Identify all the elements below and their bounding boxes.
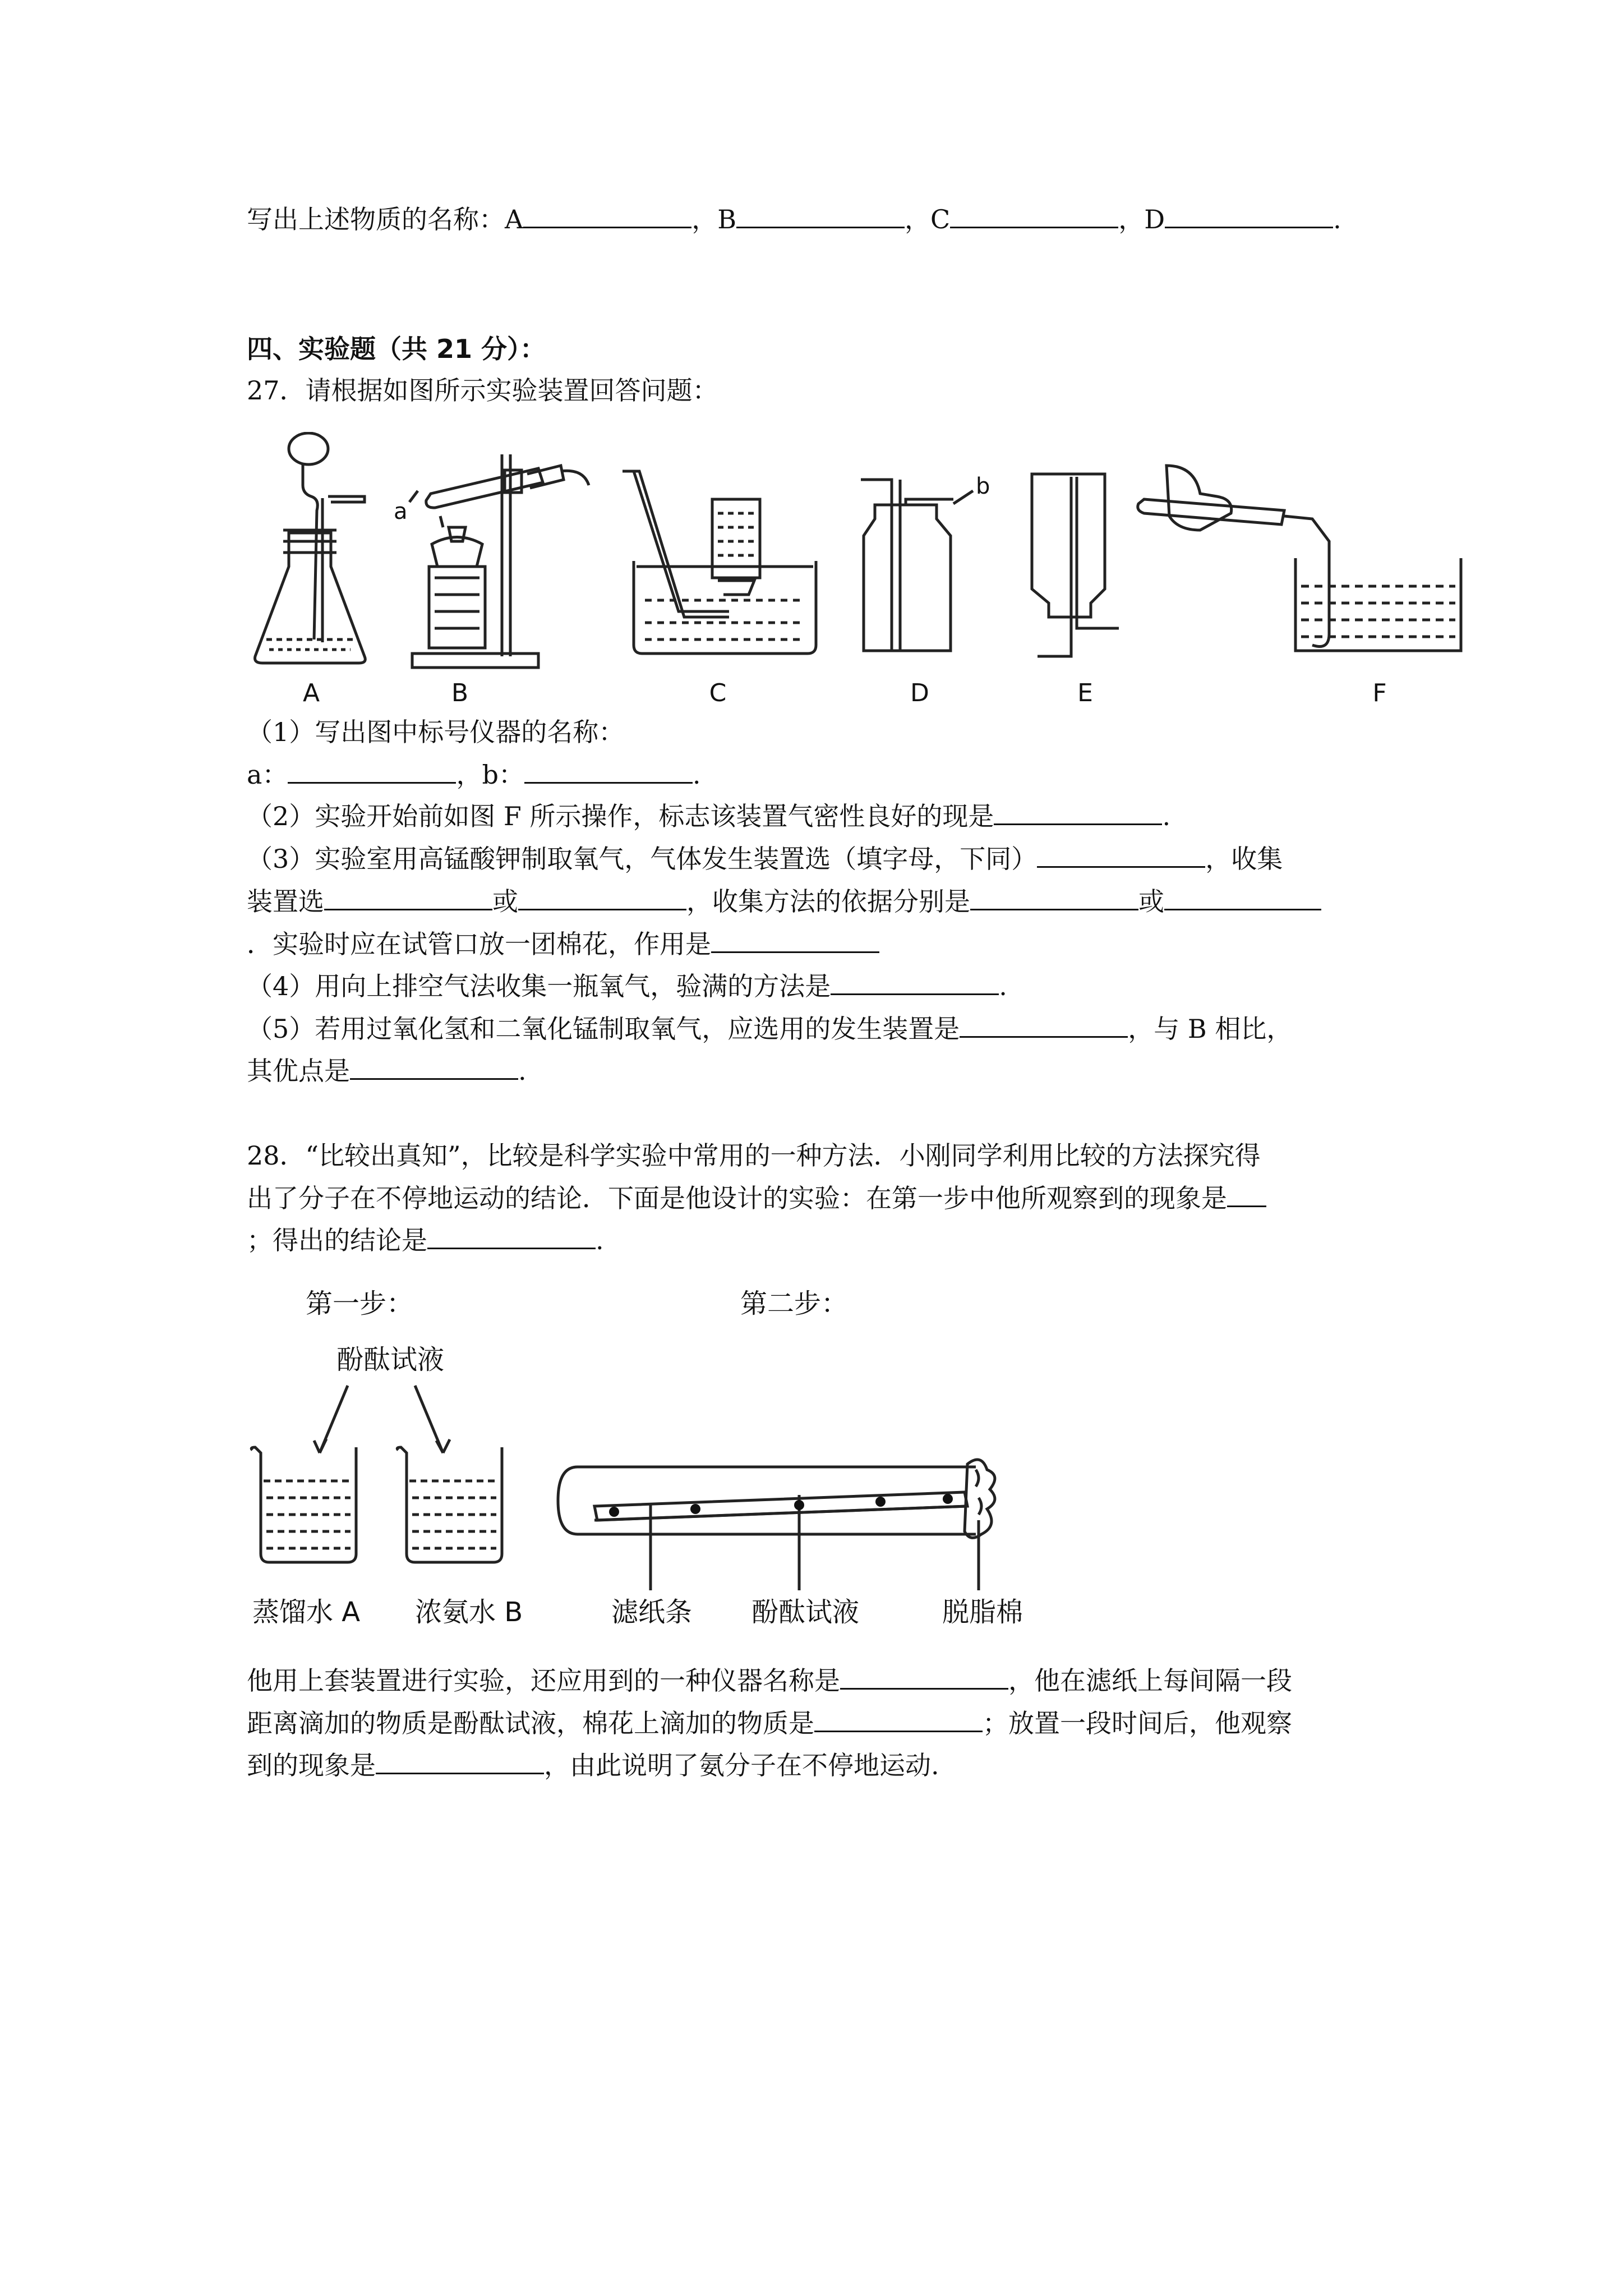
- q27-p5a: （5）若用过氧化氢和二氧化锰制取氧气，应选用的发生装置是: [247, 1014, 960, 1044]
- q28-l3a: ；得出的结论是: [247, 1225, 427, 1255]
- blank-28-2[interactable]: [427, 1223, 596, 1249]
- beaker-a: [251, 1447, 356, 1562]
- q27-p3f: 或: [1138, 886, 1164, 917]
- mark-a: a: [394, 499, 408, 524]
- q27-p1b: ，b：: [456, 760, 524, 790]
- apparatus-figure: [247, 432, 1481, 712]
- blank-b[interactable]: [736, 202, 905, 228]
- blank-d[interactable]: [1165, 202, 1333, 228]
- q28-l2: 出了分子在不停地运动的结论．下面是他设计的实验：在第一步中他所观察到的现象是: [247, 1183, 1227, 1213]
- ammonia-experiment-figure: [247, 1285, 1144, 1655]
- q26-c: ，C: [905, 204, 951, 234]
- filter-strip-label: 滤纸条: [611, 1596, 693, 1628]
- blank-27-3e[interactable]: [1164, 884, 1321, 910]
- q27-p3b: ，收集: [1205, 844, 1283, 874]
- q28-l1: 28．“比较出真知”，比较是科学实验中常用的一种方法．小刚同学利用比较的方法探究得: [247, 1140, 1261, 1171]
- apparatus-b: [409, 454, 589, 668]
- q28-f1a: 他用上套装置进行实验，还应用到的一种仪器名称是: [247, 1665, 840, 1696]
- blank-27-a[interactable]: [288, 757, 456, 784]
- label-d: D: [910, 679, 929, 707]
- label-a: A: [302, 679, 320, 707]
- blank-28-1[interactable]: [1227, 1181, 1266, 1207]
- q26-end: .: [1333, 204, 1341, 234]
- q27-p3-line1: [247, 841, 1283, 876]
- q26-d: ，D: [1118, 204, 1165, 234]
- q28-f3-line: [247, 1748, 939, 1782]
- blank-27-4[interactable]: [831, 969, 999, 995]
- q27-p1a: a：: [247, 760, 288, 790]
- apparatus-e: [1032, 474, 1119, 656]
- section4-title: 四、实验题（共 21 分）：: [247, 334, 546, 364]
- blank-27-3c[interactable]: [518, 884, 686, 910]
- q27-p3-line3: [247, 927, 879, 961]
- q27-p5b: ，与 B 相比，: [1128, 1014, 1293, 1044]
- q27-p3a: （3）实验室用高锰酸钾制取氧气，气体发生装置选（填字母，下同）: [247, 844, 1038, 874]
- q27-p3d: 或: [492, 886, 518, 917]
- phenol-label-top: 酚酞试液: [336, 1344, 445, 1375]
- q27-p4: （4）用向上排空气法收集一瓶氧气，验满的方法是: [247, 971, 831, 1001]
- q27-p5-line1: [247, 1011, 1292, 1046]
- q27-p1end: .: [692, 760, 701, 790]
- q28-l3-line: [247, 1223, 604, 1257]
- mark-b: b: [976, 473, 990, 499]
- label-c: C: [709, 679, 727, 707]
- blank-c[interactable]: [950, 202, 1118, 228]
- blank-28-5[interactable]: [376, 1748, 544, 1774]
- step1-label: 第一步：: [306, 1288, 414, 1319]
- q28-f3b: ，由此说明了氨分子在不停地运动.: [544, 1750, 939, 1780]
- apparatus-a: [255, 433, 366, 663]
- q28-f3a: 到的现象是: [247, 1750, 376, 1780]
- q28-l2-line: [247, 1181, 1266, 1215]
- q27-p2end: .: [1162, 801, 1171, 831]
- blank-28-4[interactable]: [814, 1706, 983, 1732]
- q27-p2-line: [247, 799, 1170, 833]
- q27-p2: （2）实验开始前如图 F 所示操作，标志该装置气密性良好的现是: [247, 801, 994, 831]
- q27-p3g: ．实验时应在试管口放一团棉花，作用是: [247, 929, 711, 959]
- q26-line: [247, 202, 1341, 236]
- q28-l3end: .: [596, 1225, 604, 1255]
- q27-p3e: ，收集方法的依据分别是: [686, 886, 970, 917]
- blank-27-3d[interactable]: [970, 884, 1138, 910]
- q26-prefix: 写出上述物质的名称：A: [247, 204, 524, 234]
- label-f: F: [1372, 679, 1387, 707]
- blank-27-5b[interactable]: [350, 1053, 518, 1080]
- apparatus-d: [861, 480, 973, 651]
- q27-p1-line: [247, 757, 701, 792]
- q27-p3c: 装置选: [247, 886, 324, 917]
- apparatus-f: [1138, 466, 1461, 651]
- label-b: B: [451, 679, 469, 707]
- blank-27-3a[interactable]: [1037, 841, 1205, 868]
- beaker-a-label: 蒸馏水 A: [252, 1596, 361, 1628]
- q27-p5-line2: [247, 1053, 527, 1088]
- apparatus-c: [623, 471, 816, 654]
- phenol-label-bottom: 酚酞试液: [751, 1596, 860, 1628]
- q27-p5end: .: [518, 1056, 527, 1086]
- q27-p1: （1）写出图中标号仪器的名称：: [247, 717, 625, 747]
- blank-27-2[interactable]: [994, 799, 1162, 825]
- beaker-b: [397, 1447, 502, 1562]
- q28-f1-line: [247, 1663, 1292, 1697]
- beaker-b-label: 浓氨水 B: [415, 1596, 523, 1628]
- q28-f2-line: [247, 1706, 1292, 1740]
- q26-b: ，B: [691, 204, 737, 234]
- label-e: E: [1077, 679, 1093, 707]
- step2-label: 第二步：: [740, 1288, 849, 1319]
- q27-p3-line2: [247, 884, 1321, 918]
- blank-a[interactable]: [523, 202, 691, 228]
- blank-27-5a[interactable]: [960, 1011, 1128, 1038]
- q27-p5c: 其优点是: [247, 1056, 350, 1086]
- q27-stem: 27．请根据如图所示实验装置回答问题：: [247, 375, 718, 406]
- q28-f2a: 距离滴加的物质是酚酞试液，棉花上滴加的物质是: [247, 1708, 814, 1738]
- blank-27-3f[interactable]: [711, 927, 879, 953]
- blank-27-b[interactable]: [524, 757, 693, 784]
- q28-f1b: ，他在滤纸上每间隔一段: [1008, 1665, 1292, 1696]
- q27-p4end: .: [999, 971, 1007, 1001]
- blank-27-3b[interactable]: [324, 884, 492, 910]
- cotton-label: 脱脂棉: [942, 1596, 1023, 1628]
- blank-28-3[interactable]: [840, 1663, 1008, 1690]
- q28-f2b: ；放置一段时间后，他观察: [983, 1708, 1292, 1738]
- q27-p4-line: [247, 969, 1007, 1003]
